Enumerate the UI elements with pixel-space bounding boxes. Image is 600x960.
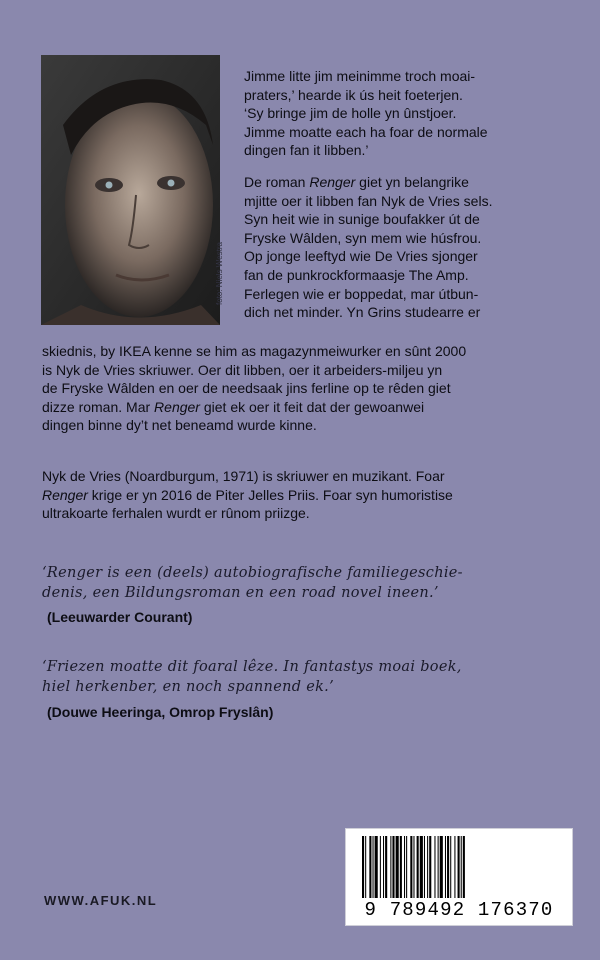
review-quote-line: ‘Friezen moatte dit foaral lêze. In fantastys moai boek, [42, 659, 462, 675]
intro-quote-line: Jimme moatte each ha foar de normale [244, 123, 488, 140]
photo-credit: foto: Niels Westra [215, 242, 224, 305]
summary-line: Syn heit wie in sunige boufakker út de [244, 211, 480, 228]
book-title: Renger [42, 486, 88, 503]
summary-line: mjitte oer it libben fan Nyk de Vries sels. [244, 192, 493, 209]
summary-line: dingen binne dy’t net beneamd wurde kinne. [42, 417, 317, 434]
publisher-website: WWW.AFUK.NL [44, 893, 158, 908]
review-quote [42, 657, 572, 697]
author-photo [41, 55, 220, 325]
summary-line: dich net minder. Yn Grins studearre er [244, 304, 481, 321]
book-title: Renger [309, 174, 356, 190]
summary-paragraph-top [244, 173, 574, 322]
summary-line: Fryske Wâlden, syn mem wie húsfrou. [244, 229, 482, 246]
author-bio [42, 467, 572, 523]
review-quote-line: ‘Renger is een (deels) autobiografische familiegeschie- [42, 565, 463, 581]
bio-line: ultrakoarte ferhalen wurdt er rûnom priizge. [42, 505, 310, 522]
isbn-barcode [345, 828, 573, 926]
summary-line: De roman Renger giet yn belangrike [244, 174, 469, 190]
summary-line: skiednis, by IKEA kenne se him as magazynmeiwurker en sûnt 2000 [42, 343, 467, 359]
review-quote [42, 563, 572, 603]
bio-line: Renger krige er yn 2016 de Piter Jelles Priis. Foar syn humoristise [42, 486, 453, 503]
intro-quote [244, 67, 574, 160]
review-source: (Leeuwarder Courant) [47, 609, 193, 625]
intro-quote-line: Jimme litte jim meinimme troch moai- [244, 68, 476, 84]
summary-line: is Nyk de Vries skriuwer. Oer dit libben, oer it arbeiders-miljeu yn [42, 361, 443, 378]
barcode-bars [360, 836, 558, 898]
book-title: Renger [154, 398, 200, 415]
summary-line: Ferlegen wie er boppedat, mar útbun- [244, 285, 479, 302]
summary-line: dizze roman. Mar Renger giet ek oer it feit dat der gewoanwei [42, 398, 425, 415]
review-source: (Douwe Heeringa, Omrop Fryslân) [47, 704, 274, 720]
intro-quote-line: ‘Sy bringe jim de holle yn ûnstjoer. [244, 105, 457, 122]
review-quote-line: hiel herkenber, en noch spannend ek.’ [42, 679, 334, 695]
intro-quote-line: praters,’ hearde ik ús heit foeterjen. [244, 86, 463, 103]
isbn-digits: 9 789492 176370 [364, 899, 554, 921]
summary-line: de Fryske Wâlden en oer de needsaak jins ferline op te rêden giet [42, 380, 451, 397]
intro-quote-line: dingen fan it libben.’ [244, 142, 369, 159]
review-quote-line: denis, een Bildungsroman en een road novel ineen.’ [42, 585, 439, 601]
summary-paragraph-bottom [42, 342, 572, 435]
bio-line: Nyk de Vries (Noardburgum, 1971) is skriuwer en muzikant. Foar [42, 468, 445, 484]
summary-line: Op jonge leeftyd wie De Vries sjonger [244, 248, 478, 265]
summary-line: fan de punkrockformaasje The Amp. [244, 266, 469, 283]
